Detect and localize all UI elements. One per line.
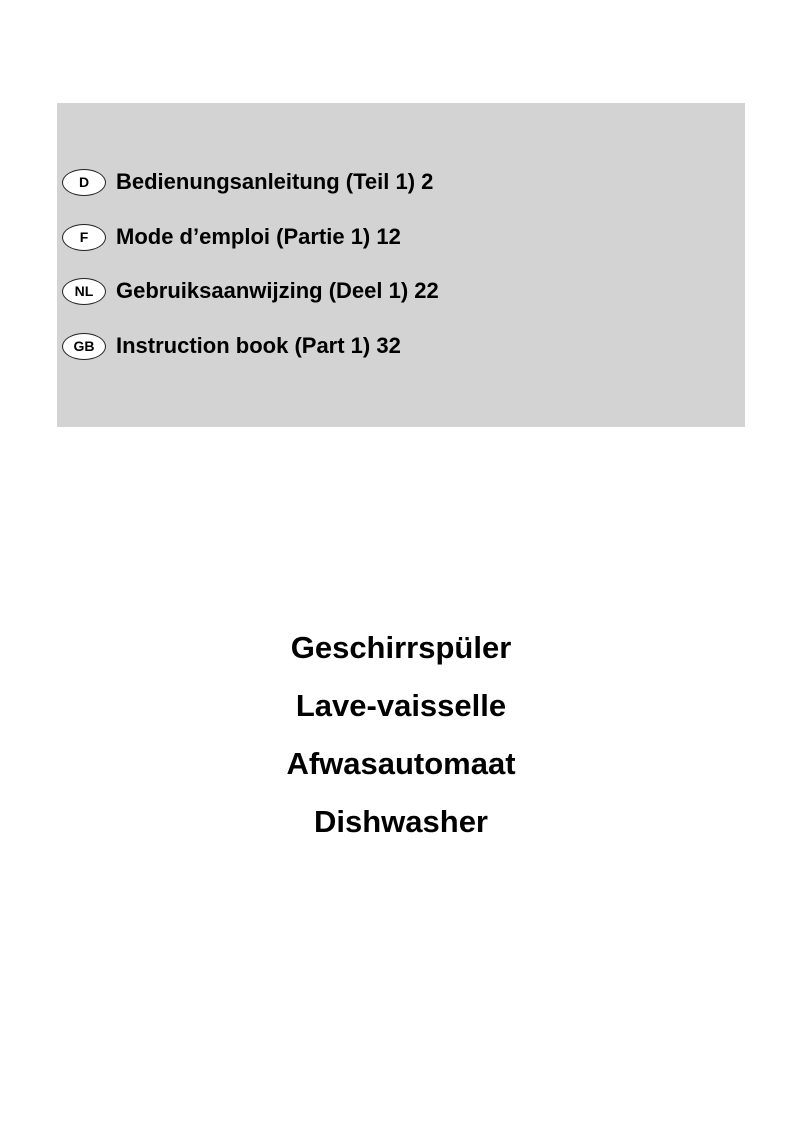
contents-entry-dutch[interactable]	[62, 276, 439, 306]
contents-entry-label: Mode d’emploi (Partie 1) 12	[116, 224, 401, 249]
contents-entry-label: Instruction book (Part 1) 32	[116, 333, 401, 358]
product-title-german: Geschirrspüler	[290, 630, 512, 665]
contents-entry-label: Gebruiksaanwijzing (Deel 1) 22	[116, 278, 439, 303]
contents-entry-english[interactable]	[62, 331, 401, 361]
product-title-french: Lave-vaisselle	[295, 688, 507, 723]
language-badge-gb: GB	[62, 333, 106, 360]
contents-entry-german[interactable]	[62, 167, 433, 197]
language-badge-f: F	[62, 224, 106, 251]
language-badge-d: D	[62, 169, 106, 196]
contents-panel	[57, 103, 745, 427]
language-badge-nl: NL	[62, 278, 106, 305]
product-title-dutch: Afwasautomaat	[286, 746, 516, 781]
contents-entry-french[interactable]	[62, 222, 401, 252]
product-title-block	[0, 624, 802, 856]
product-title-english: Dishwasher	[313, 804, 488, 839]
contents-entry-label: Bedienungsanleitung (Teil 1) 2	[116, 169, 434, 194]
